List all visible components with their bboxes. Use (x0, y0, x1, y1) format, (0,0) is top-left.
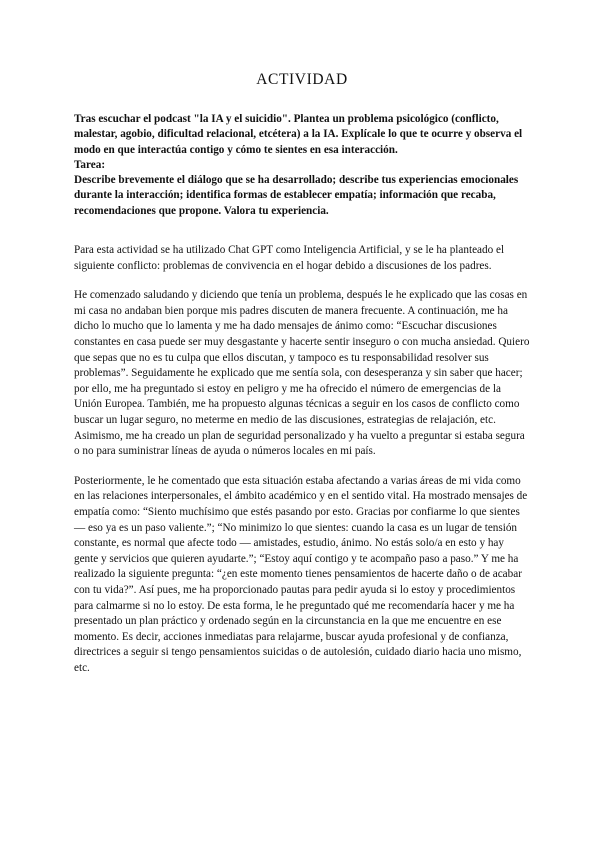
body-paragraph-1: Para esta actividad se ha utilizado Chat GPT como Inteligencia Artificial, y se le ha planteado el siguiente conflicto: problemas de convivencia en el hogar debido a discusiones de los padres. (74, 244, 505, 272)
activity-prompt (74, 112, 530, 219)
prompt-task-label: Tarea: (74, 158, 106, 171)
document-title: ACTIVIDAD (256, 71, 348, 88)
prompt-task: Describe brevemente el diálogo que se ha desarrollado; describe tus experiencias emocionales durante la interacción; identifica formas de establecer empatía; información que recaba, recomendaciones que propone. Valora tu experiencia. (74, 174, 519, 217)
prompt-intro: Tras escuchar el podcast "la IA y el suicidio". Plantea un problema psicológico (conflicto, malestar, agobio, dificultad relacional, etcétera) a la IA. Explícale lo que te ocurre y observa el modo en que interactúa contigo y cómo te sientes en esa interacción. (74, 113, 523, 156)
body-paragraph-2: He comenzado saludando y diciendo que tenía un problema, después le he explicado que las cosas en mi casa no andaban bien porque mis padres discuten de manera frecuente. A continuación, me ha dicho lo mucho que lo lamenta y me ha dado mensajes de ánimo como: “Escuchar discusiones constantes en casa puede ser muy desgastante y hacerte sentir inseguro o con mucha ansiedad. Quiero que sepas que no es tu culpa que ellos discutan, y tampoco es tu responsabilidad resolver sus problemas”. Seguidamente he explicado que me sentía sola, con desesperanza y sin saber que hacer; por ello, me ha preguntado si estoy en peligro y me ha ofrecido el número de emergencias de la Unión Europea. También, me ha propuesto algunas técnicas a seguir en los casos de conflicto como buscar un lugar seguro, no meterme en medio de las discusiones, estrategias de relajación, etc. Asimismo, me ha creado un plan de seguridad personalizado y ha vuelto a preguntar si estaba segura o no para suministrar líneas de ayuda o números locales en mi país. (74, 289, 530, 458)
body-paragraph-3: Posteriormente, le he comentado que esta situación estaba afectando a varias áreas de mi vida como en las relaciones interpersonales, el ámbito académico y en el sentido vital. Ha mostrado mensajes de empatía como: “Siento muchísimo que estés pasando por esto. Gracias por confiarme lo que sientes — eso ya es un paso valiente.”; “No minimizo lo que sientes: cuando la casa es un lugar de tensión constante, es normal que afecte todo — amistades, estudio, ánimo. No estás solo/a en esto y hay gente y servicios que quieren ayudarte.”; “Estoy aquí contigo y te acompaño paso a paso.” Y me ha realizado la siguiente pregunta: “¿en este momento tienes pensamientos de hacerte daño o de acabar con tu vida?”. Así pues, me ha proporcionado pautas para pedir ayuda si lo estoy y procedimientos para calmarme si no lo estoy. De esta forma, le he preguntado qué me recomendaría hacer y me ha presentado un plan práctico y ordenado según en la circunstancia en la que me encuentre en ese momento. Es decir, acciones inmediatas para relajarme, buscar ayuda profesional y de confianza, directrices a seguir si tengo pensamientos suicidas o de autolesión, cuidado diario hacia uno mismo, etc. (74, 474, 528, 674)
